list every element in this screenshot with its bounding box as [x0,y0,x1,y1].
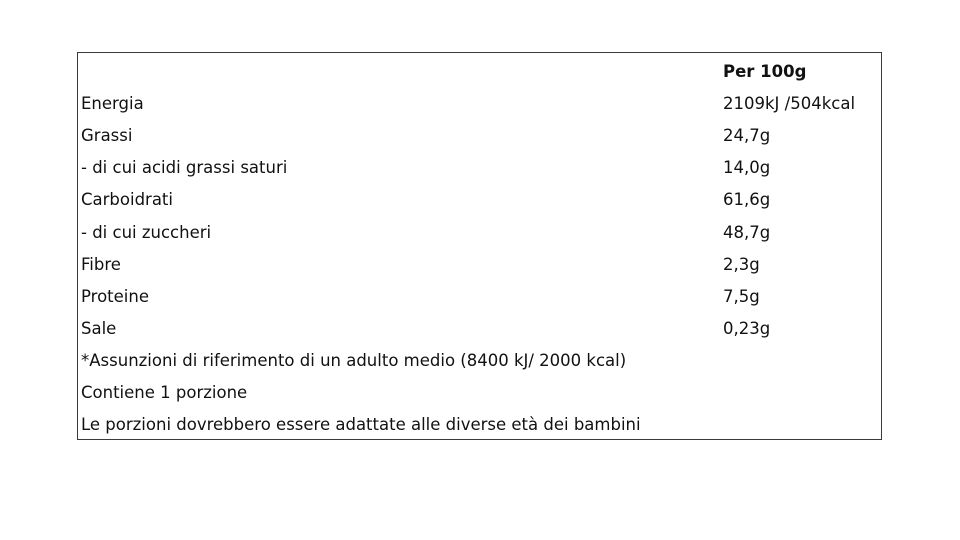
table-row-proteine [78,281,881,313]
note-text: Le porzioni dovrebbero essere adattate alle diverse età dei bambini [81,415,641,434]
table-header-row [78,56,881,88]
row-label: Sale [81,319,117,338]
row-value: 61,6g [723,190,771,209]
note-reference-intake [78,345,881,377]
row-value: 2,3g [723,255,760,274]
row-value: 24,7g [723,126,771,145]
table-row-fibre [78,249,881,281]
row-label: - di cui zuccheri [81,223,212,242]
header-per-100g: Per 100g [723,62,807,81]
row-label: Energia [81,94,144,113]
row-value: 7,5g [723,287,760,306]
note-portions-children [78,409,881,441]
table-row-carboidrati [78,184,881,216]
row-value: 48,7g [723,223,771,242]
row-label: Grassi [81,126,133,145]
nutrition-table [77,52,882,440]
row-label: Fibre [81,255,121,274]
row-label: - di cui acidi grassi saturi [81,158,288,177]
row-value: 14,0g [723,158,771,177]
table-row-grassi [78,120,881,152]
row-label: Carboidrati [81,190,173,209]
row-label: Proteine [81,287,149,306]
table-row-sale [78,313,881,345]
note-portions-count [78,377,881,409]
row-value: 0,23g [723,319,771,338]
row-value: 2109kJ /504kcal [723,94,856,113]
note-text: *Assunzioni di riferimento di un adulto medio (8400 kJ/ 2000 kcal) [81,351,627,370]
table-row-acidi-grassi-saturi [78,152,881,184]
table-row-zuccheri [78,217,881,249]
table-row-energia [78,88,881,120]
note-text: Contiene 1 porzione [81,383,248,402]
